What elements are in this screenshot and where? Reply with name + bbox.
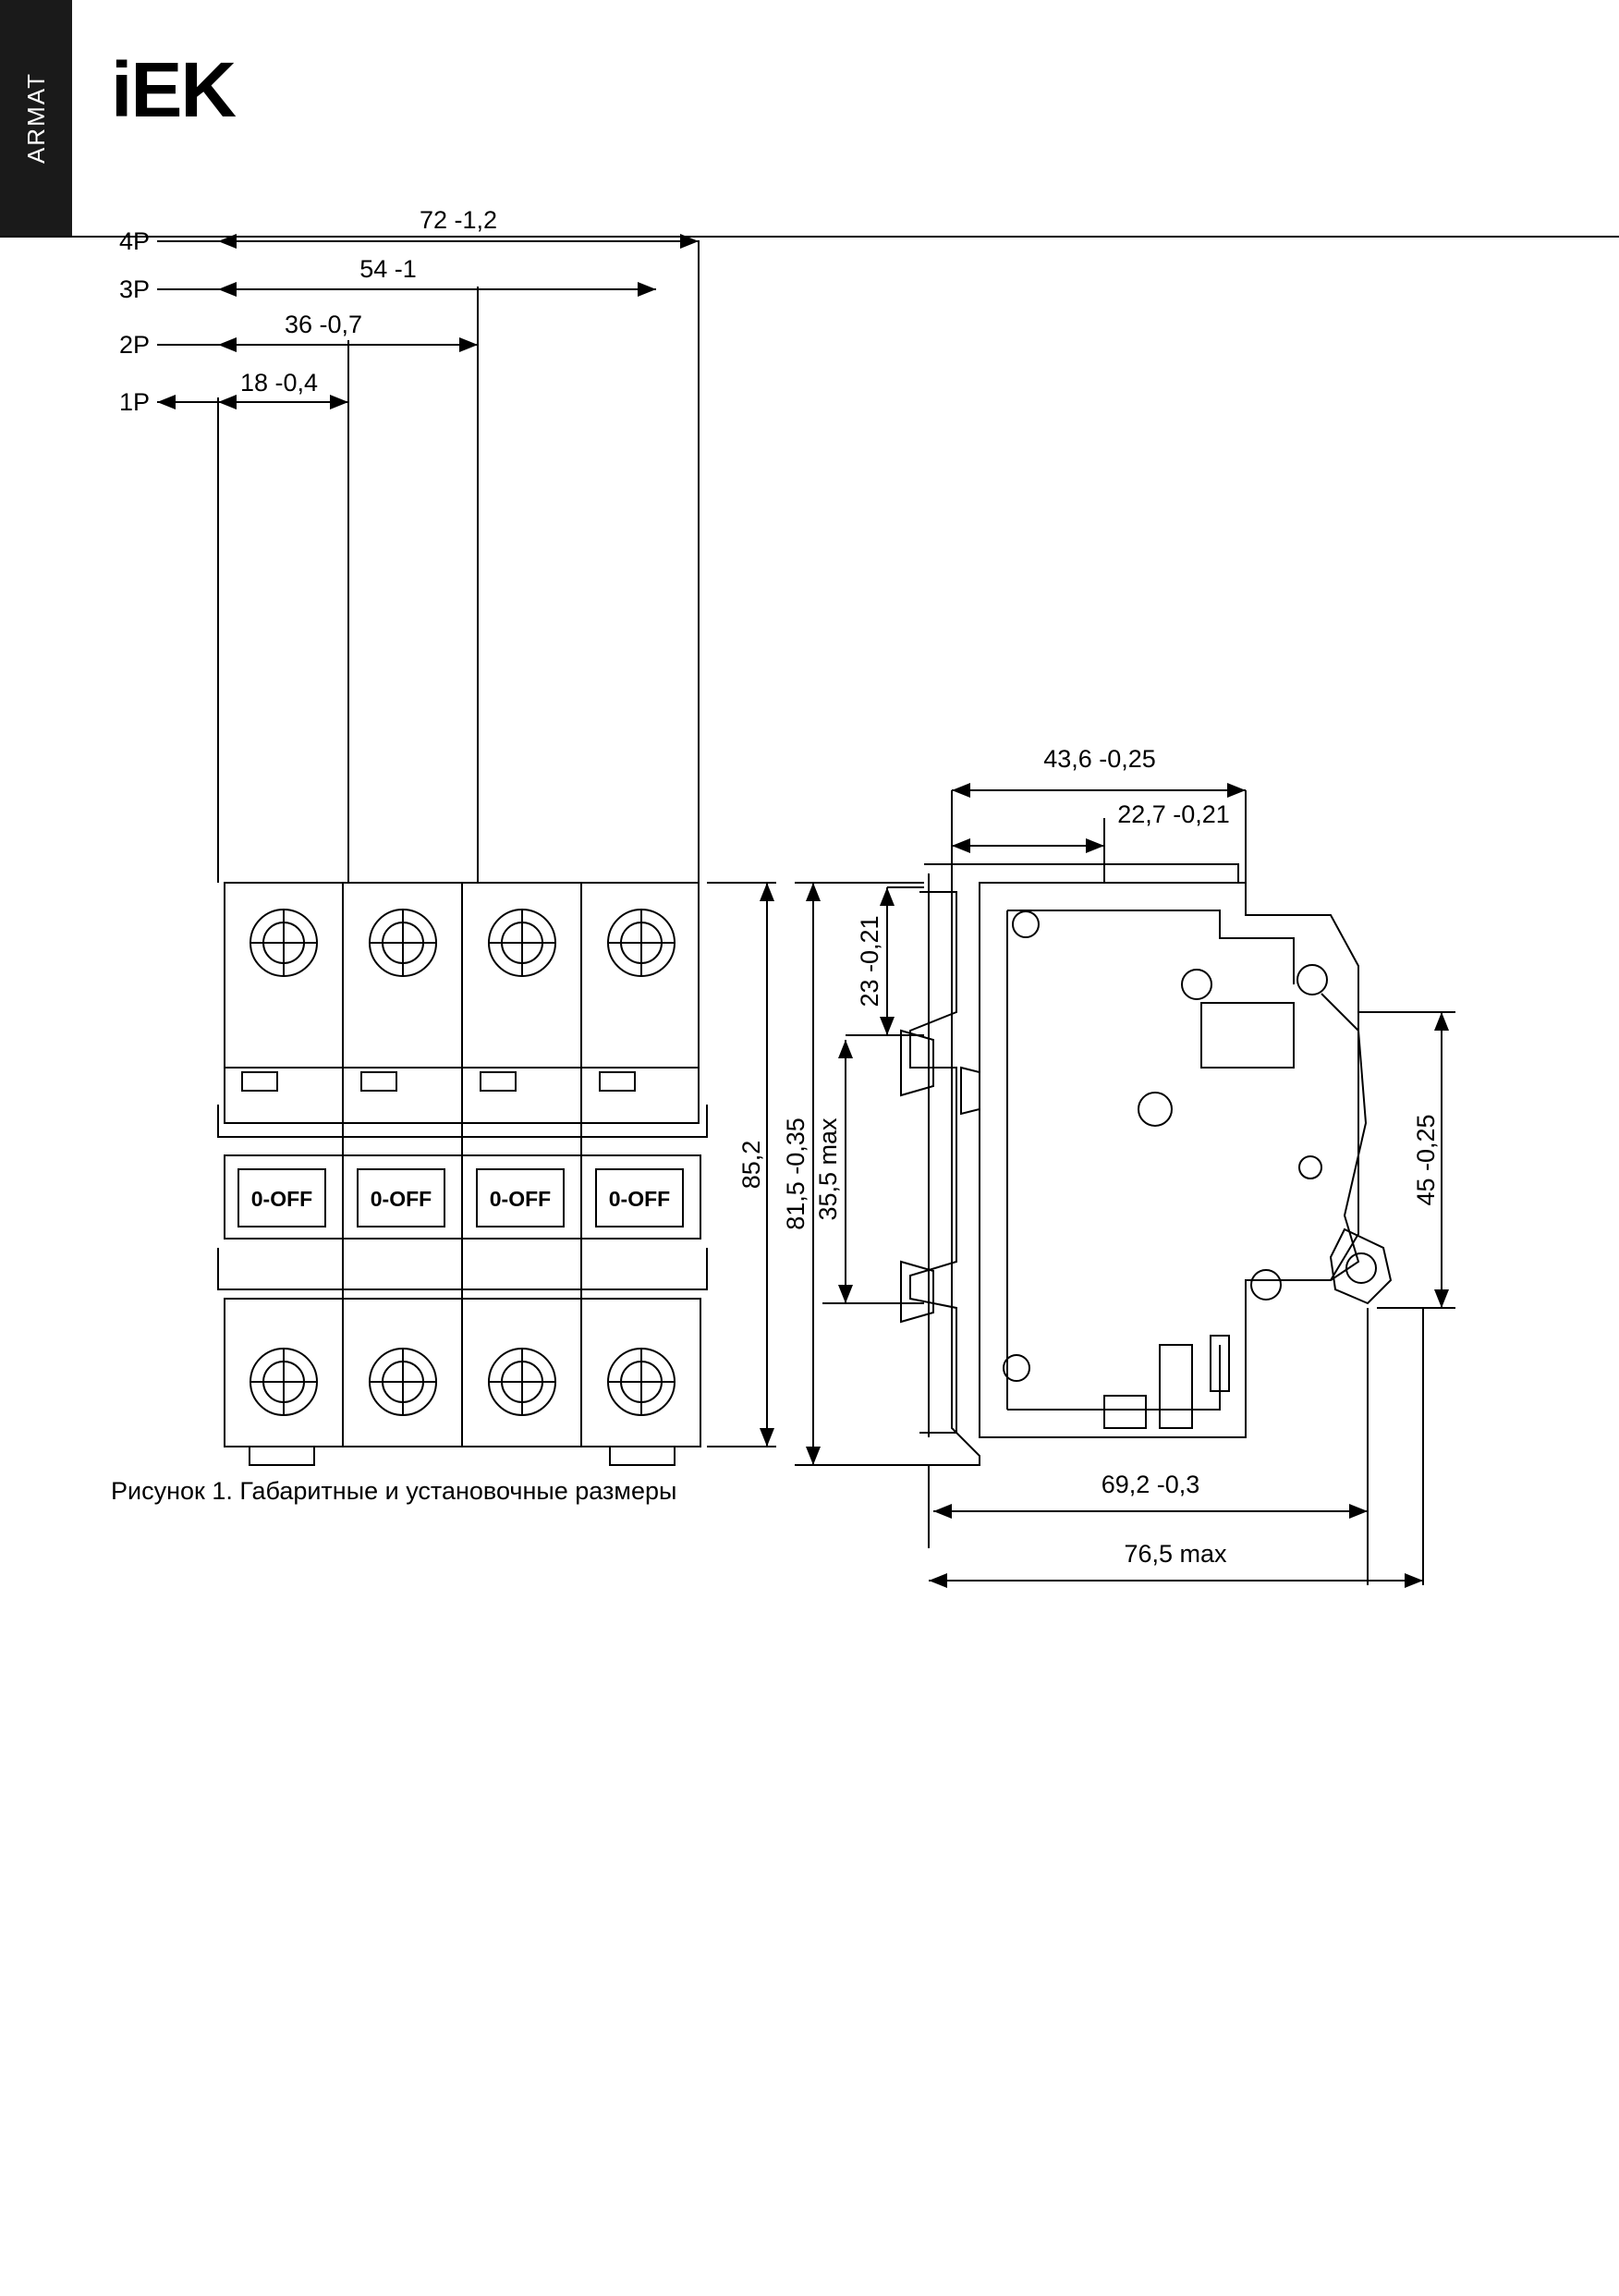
dim-side-45: 45 -0,25 (1412, 1114, 1440, 1206)
dim-width-4p: 72 -1,2 (419, 206, 498, 234)
pole-label-3p: 3P (118, 275, 150, 303)
pole-label-1p: 1P (118, 388, 150, 416)
series-sidebar (0, 0, 72, 236)
pole-label-2p: 2P (118, 331, 150, 359)
dim-width-2p: 36 -0,7 (284, 311, 363, 338)
dim-side-22-7: 22,7 -0,21 (1117, 800, 1230, 828)
dim-width-1p: 18 -0,4 (240, 369, 319, 397)
dim-height-front: 85,2 (737, 1140, 765, 1190)
page-header (0, 0, 1619, 238)
dim-side-23: 23 -0,21 (856, 915, 883, 1008)
brand-logo: iEK (111, 46, 236, 133)
technical-drawing (0, 206, 1619, 2296)
switch-label-2: 0-OFF (370, 1187, 432, 1211)
dim-side-76-5: 76,5 max (1124, 1540, 1227, 1568)
dim-side-69-2: 69,2 -0,3 (1101, 1471, 1200, 1498)
dim-side-43-6: 43,6 -0,25 (1043, 745, 1156, 773)
switch-label-4: 0-OFF (608, 1187, 671, 1211)
figure-caption: Рисунок 1. Габаритные и установочные размеры (111, 1477, 677, 1505)
switch-label-3: 0-OFF (489, 1187, 552, 1211)
switch-label-1: 0-OFF (250, 1187, 313, 1211)
drawing-svg (0, 206, 1619, 1568)
dim-width-3p: 54 -1 (359, 255, 417, 283)
dim-side-35-5: 35,5 max (814, 1117, 842, 1221)
series-label: ARMAT (21, 71, 50, 165)
pole-label-4p: 4P (118, 227, 150, 255)
dim-side-81-5: 81,5 -0,35 (782, 1117, 810, 1230)
